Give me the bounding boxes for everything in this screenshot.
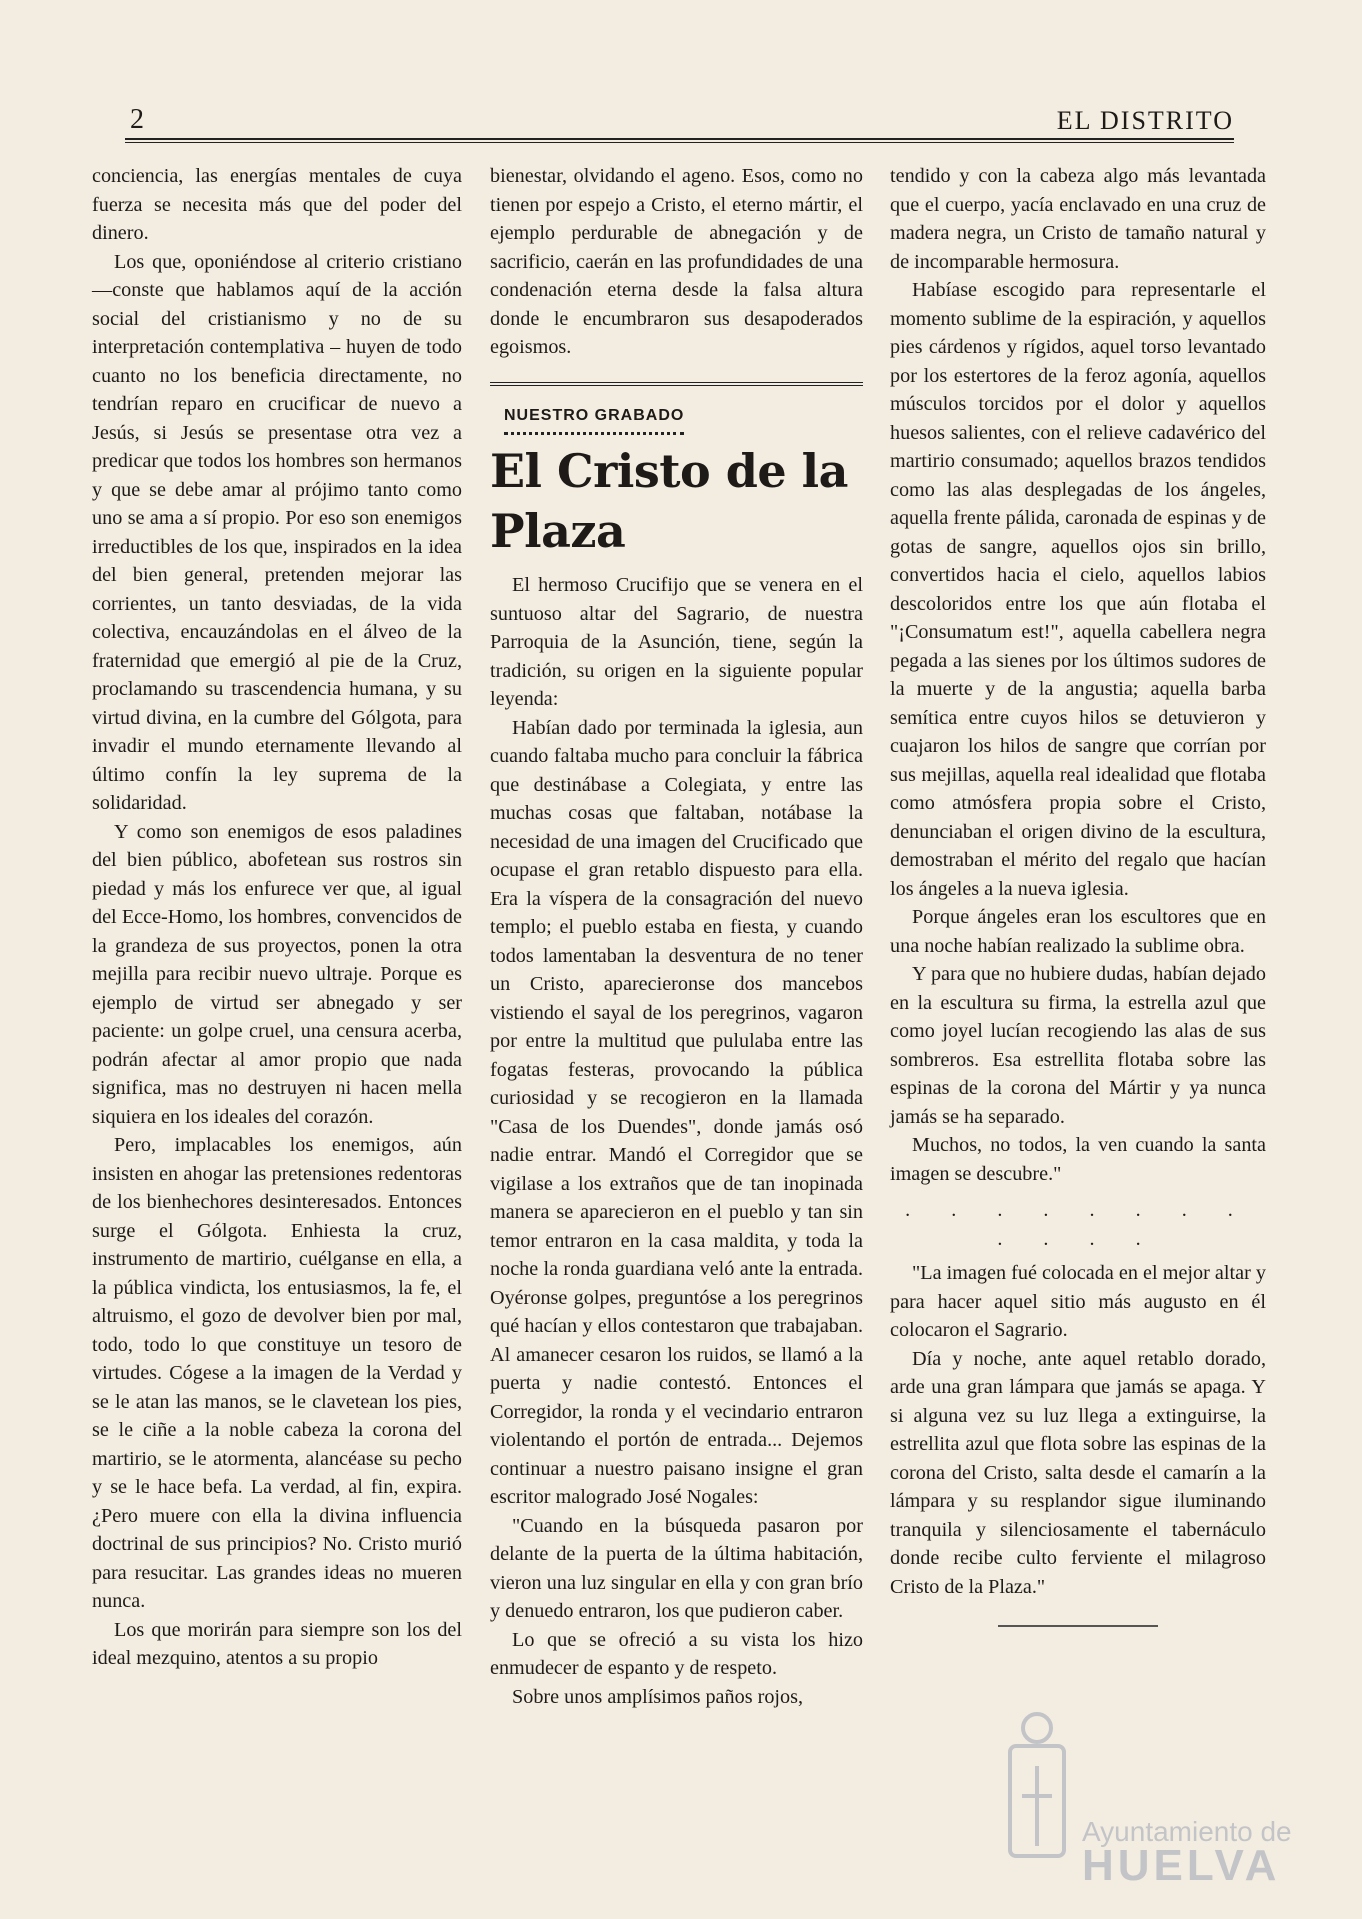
page-number: 2 <box>130 104 144 135</box>
paragraph: tendido y con la cabeza algo más levantada que el cuerpo, yacía enclavado en una cruz de madera negra, un Cristo de tamaño natural y de incomparable hermosura. <box>890 165 1266 273</box>
paragraph: Sobre unos amplísimos paños rojos, <box>512 1685 804 1708</box>
header-rule <box>125 138 1234 140</box>
paragraph: Día y noche, ante aquel retablo dorado, arde una gran lámpara que jamás se apaga. Y si alguna vez su luz llega a extinguirse, la estrellita azul que flota sobre las espinas de la corona del Cristo, salta desde el camarín a la lámpara y su resplandor sigue iluminando tranquila y silenciosamente el tabernáculo donde recibe culto ferviente el milagroso Cristo de la Plaza." <box>890 1347 1266 1598</box>
column-2 <box>490 162 863 1711</box>
end-rule <box>998 1625 1158 1627</box>
header-rule-thin <box>125 142 1234 143</box>
paragraph: Habían dado por terminada la iglesia, aun cuando faltaba mucho para concluir la fábrica que destinábase a Colegiata, y entre las muchas cosas que faltaban, notábase la necesidad de una imagen del Crucificado que ocupase el gran retablo dispuesto para ella. Era la víspera de la consagración del nuevo templo; el pueblo estaba en fiesta, y cuando todos lamentaban la desventura de no tener un Cristo, aparecieronse dos mancebos vistiendo el sayal de los peregrinos, vagaron por entre la multitud que pululaba entre las fogatas festeras, provocando la pública curiosidad y se recogieron en la llamada "Casa de los Duendes", donde jamás osó nadie entrar. Mandó el Corregidor que se vigilase a los extraños que de tan inopinada manera se aparecieron en el pueblo y tan sin temor entraron en la casa maldita, y toda la noche la ronda guardiana veló ante la entrada. Oyéronse golpes, preguntóse a los peregrinos qué hacían y ellos contestaron que trabajaban. Al amanecer cesaron los ruidos, se llamó a la puerta y nadie contestó. Entonces el Corregidor, la ronda y el vecindario entraron violentando el portón de entrada... Dejemos continuar a nuestro paisano insigne el gran escritor malogrado José Nogales: <box>490 716 863 1508</box>
paragraph: Lo que se ofreció a su vista los hizo enmudecer de espanto y de respeto. <box>490 1628 863 1679</box>
column-1 <box>92 162 462 1673</box>
watermark <box>1002 1706 1292 1890</box>
paragraph: Porque ángeles eran los escultores que en una noche habían realizado la sublime obra. <box>890 906 1266 957</box>
page-header <box>125 100 1234 140</box>
paragraph: Habíase escogido para representarle el momento sublime de la espiración, y aquellos pies cárdenos y rígidos, aquel torso levantado por los estertores de la feroz agonía, aquellos músculos torcidos por el dolor y aquellos huesos salientes, con el relieve cadavérico del martirio consumado; aquellos brazos tendidos como las alas desplegadas de los ángeles, aquella frente pálida, caronada de espinas y de gotas de sangre, aquellos ojos sin brillo, convertidos hacia el cielo, aquellos labios descoloridos entre los que aún flotaba el "¡Consumatum est!", aquella cabellera negra pegada a las sienes por los últimos sudores de la muerte y de la angustia; aquella barba semítica entre cuyos hilos se detuvieron y cuajaron los hilos de sangre que corrían por sus mejillas, aquella real idealidad que flotaba como atmósfera propia sobre el Cristo, denunciaban el origen divino de la escultura, demostraban el mérito del regalo que hacían los ángeles a la nueva iglesia. <box>890 279 1266 900</box>
column-3 <box>890 162 1266 1627</box>
paragraph: Los que morirán para siempre son los del ideal mezquino, atentos a su propio <box>92 1618 462 1669</box>
paragraph: Muchos, no todos, la ven cuando la santa imagen se descubre." <box>890 1134 1266 1185</box>
paragraph: El hermoso Crucifijo que se venera en el suntuoso altar del Sagrario, de nuestra Parroquia de la Asunción, tiene, según la tradición, su origen en la siguiente popular leyenda: <box>490 574 863 710</box>
newspaper-name: EL DISTRITO <box>1056 106 1234 135</box>
paragraph: Y para que no hubiere dudas, habían dejado en la escultura su firma, la estrella azul que como joyel lucían recogiendo las alas de sus sombreros. Esa estrellita flotaba sobre las espinas de la corona del Mártir y ya nunca jamás se ha separado. <box>890 963 1266 1128</box>
crest-icon <box>1002 1706 1072 1866</box>
paragraph: Pero, implacables los enemigos, aún insisten en ahogar las pretensiones redentoras de los bienhechores desinteresados. Entonces surge el Gólgota. Enhiesta la cruz, instrumento de martirio, cuélganse en ella, a la pública vindicta, los entusiasmos, la fe, el altruismo, el gozo de devolver bien por mal, todo, todo lo que constituye un tesoro de virtudes. Cógese a la imagen de la Verdad y se le atan las manos, se le clavetean los pies, se le ciñe a la noble cabeza la corona del martirio, se le atormenta, alancéase su pecho y se le hace befa. La verdad, al fin, expira. ¿Pero muere con ella la divina influencia doctrinal de sus principios? No. Cristo murió para resucitar. Las grandes ideas no mueren nunca. <box>92 1134 462 1612</box>
watermark-line-1: Ayuntamiento de <box>1082 1816 1292 1847</box>
section-label: NUESTRO GRABADO <box>504 402 684 436</box>
paragraph: Los que, oponiéndose al criterio cristiano—conste que hablamos aquí de la acción social del cristianismo y no de su interpretación contemplativa – huyen de todo cuanto no los beneficia directamente, no tendrían reparo en crucificar de nuevo a Jesús, si Jesús se presentase otra vez a predicar que todos los hombres son hermanos y que se debe amar al prójimo tanto como uno se ama a sí propio. Por eso son enemigos irreductibles de los que, inspirados en la idea del bien general, pretenden mejorar las corrientes, un tanto desviadas, de la vida colectiva, encauzándolas en el álveo de la fraternidad que emergió al pie de la Cruz, proclamando su trascendencia humana, y su virtud divina, en la cumbre del Gólgota, para invadir el mundo eternamente llevando al último confín la ley suprema de la solidaridad. <box>92 250 462 814</box>
article-title: El Cristo de la Plaza <box>490 444 848 558</box>
paragraph: "Cuando en la búsqueda pasaron por delante de la puerta de la última habitación, vieron una luz singular en ella y con gran brío y denuedo entraron, los que pudieron caber. <box>490 1514 863 1622</box>
watermark-line-2: HUELVA <box>1082 1841 1281 1890</box>
ellipsis-dots: . . . . . . . . . . . . <box>905 1199 1251 1250</box>
section-divider <box>490 382 863 386</box>
paragraph: conciencia, las energías mentales de cuya fuerza se necesita más que del poder del dinero. <box>92 165 462 244</box>
paragraph: "La imagen fué colocada en el mejor altar y para hacer aquel sitio más augusto en él colocaron el Sagrario. <box>890 1262 1266 1341</box>
paragraph: Y como son enemigos de esos paladines del bien público, abofetean sus rostros sin piedad y más los enfurece ver que, al igual del Ecce-Homo, los hombres, convencidos de la grandeza de sus proyectos, ponen la otra mejilla para recibir nuevo ultraje. Porque es ejemplo de virtud ser abnegado y ser paciente: un golpe cruel, una censura acerba, podrán afectar al amor propio que nada significa, mas no destruyen ni hacen mella siquiera en los ideales del corazón. <box>92 820 462 1128</box>
paragraph: bienestar, olvidando el ageno. Esos, como no tienen por espejo a Cristo, el eterno mártir, el ejemplo perdurable de abnegación y de sacrificio, caerán en las profundidades de una condenación eterna desde la falsa altura donde le encumbraron sus desapoderados egoismos. <box>490 165 863 358</box>
